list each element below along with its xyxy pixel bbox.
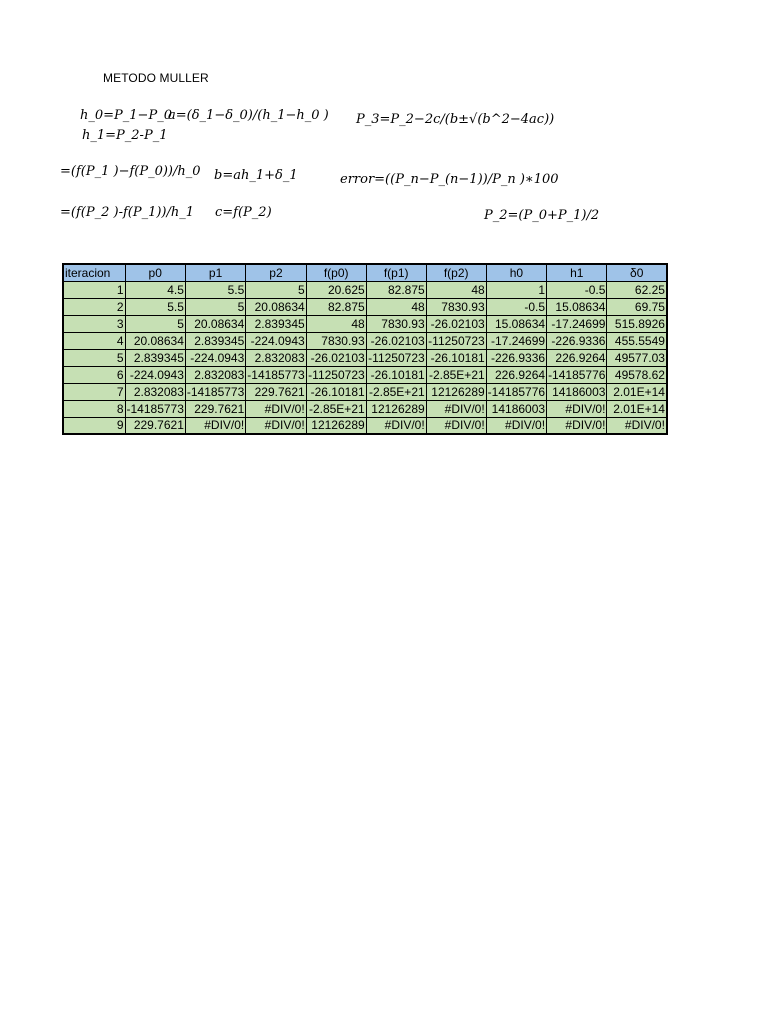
cell-fp2: 7830.93 (426, 298, 486, 315)
cell-h0: -17.24699 (486, 332, 546, 349)
cell-p1: 2.832083 (185, 366, 245, 383)
formula-h1: h_1=P_2-P_1 (82, 128, 168, 143)
cell-p2: 2.839345 (246, 315, 306, 332)
cell-fp2: #DIV/0! (426, 417, 486, 434)
cell-h0: -0.5 (486, 298, 546, 315)
cell-delta0: 49577.03 (607, 349, 667, 366)
cell-delta0: #DIV/0! (607, 417, 667, 434)
formula-delta0: =(f(P_1 )−f(P_0))/h_0 (60, 164, 201, 179)
cell-h1: -226.9336 (547, 332, 607, 349)
cell-p0: 20.08634 (125, 332, 185, 349)
formula-delta1: =(f(P_2 )-f(P_1))/h_1 (60, 205, 195, 220)
cell-fp0: 12126289 (306, 417, 366, 434)
table-row (63, 417, 667, 434)
cell-iteracion: 4 (63, 332, 125, 349)
cell-h1: -14185776 (548, 367, 606, 382)
cell-fp0: -2.85E+21 (306, 400, 366, 417)
cell-iteracion: 5 (63, 349, 125, 366)
cell-p1: 5 (185, 298, 245, 315)
cell-p0: 2.839345 (125, 349, 185, 366)
cell-delta0: 2.01E+14 (607, 383, 667, 400)
cell-fp2: 12126289 (426, 383, 486, 400)
cell-fp1: -11250723 (368, 350, 425, 365)
cell-h1: 15.08634 (547, 298, 607, 315)
cell-p1: 5.5 (185, 281, 245, 298)
table-row (63, 400, 667, 417)
cell-fp0: 7830.93 (306, 332, 366, 349)
cell-iteracion: 7 (63, 383, 125, 400)
cell-p2: 229.7621 (246, 383, 306, 400)
cell-fp0: 48 (306, 315, 366, 332)
cell-iteracion: 9 (63, 417, 125, 434)
cell-h1: #DIV/0! (547, 400, 607, 417)
formula-a: a=(δ_1−δ_0)/(h_1−h_0 ) (168, 108, 329, 123)
table-header-row (63, 264, 667, 281)
cell-h1: 226.9264 (547, 349, 607, 366)
cell-iteracion: 2 (63, 298, 125, 315)
cell-delta0: 515.8926 (607, 315, 667, 332)
cell-iteracion: 3 (63, 315, 125, 332)
formula-c: c=f(P_2) (215, 205, 272, 220)
cell-fp0: -11250723 (308, 367, 365, 382)
cell-fp2: -11250723 (428, 333, 485, 348)
cell-p2: 2.832083 (246, 349, 306, 366)
cell-fp1: -26.02103 (366, 332, 426, 349)
header-fp2: f(p2) (426, 264, 486, 281)
header-p2: p2 (246, 264, 306, 281)
cell-p2: 5 (246, 281, 306, 298)
cell-fp2: 48 (426, 281, 486, 298)
formula-p2: P_2=(P_0+P_1)/2 (484, 208, 600, 223)
cell-fp2: -2.85E+21 (426, 366, 486, 383)
formula-h0: h_0=P_1−P_0 (80, 108, 172, 123)
cell-fp0: 20.625 (306, 281, 366, 298)
formula-b: b=ah_1+δ_1 (214, 168, 298, 183)
cell-h0: -226.9336 (486, 349, 546, 366)
cell-fp2: #DIV/0! (426, 400, 486, 417)
cell-p1: -14185773 (186, 384, 245, 399)
table-row (63, 281, 667, 298)
cell-fp1: #DIV/0! (366, 417, 426, 434)
header-p1: p1 (185, 264, 245, 281)
cell-p2: #DIV/0! (246, 400, 306, 417)
cell-p0: -14185773 (126, 401, 184, 416)
cell-p2: -224.0943 (246, 332, 306, 349)
cell-fp0: -26.10181 (306, 383, 366, 400)
cell-h0: #DIV/0! (486, 417, 546, 434)
header-fp1: f(p1) (366, 264, 426, 281)
page-title: METODO MULLER (103, 71, 209, 85)
cell-delta0: 62.25 (607, 281, 667, 298)
header-iteracion: iteracion (63, 264, 125, 281)
cell-p2: -14185773 (247, 367, 305, 382)
cell-p1: 20.08634 (185, 315, 245, 332)
table-row (63, 383, 667, 400)
cell-delta0: 455.5549 (607, 332, 667, 349)
cell-h0: 14186003 (486, 400, 546, 417)
cell-fp0: 82.875 (306, 298, 366, 315)
cell-fp1: 7830.93 (366, 315, 426, 332)
cell-p0: 5.5 (125, 298, 185, 315)
header-delta0: δ0 (607, 264, 667, 281)
cell-p1: -224.0943 (185, 349, 245, 366)
table-row (63, 315, 667, 332)
cell-h0: 226.9264 (486, 366, 546, 383)
cell-h0: -14185776 (487, 384, 546, 399)
cell-p2: #DIV/0! (246, 417, 306, 434)
formula-error: error=((P_n−P_(n−1))/P_n )∗100 (340, 172, 559, 187)
header-h0: h0 (486, 264, 546, 281)
cell-fp1: 48 (366, 298, 426, 315)
header-h1: h1 (547, 264, 607, 281)
cell-fp1: -26.10181 (366, 366, 426, 383)
cell-p1: 2.839345 (185, 332, 245, 349)
formula-p3: P_3=P_2−2c/(b±√(b^2−4ac)) (356, 112, 555, 127)
cell-delta0: 69.75 (607, 298, 667, 315)
cell-delta0: 49578.62 (607, 366, 667, 383)
cell-p1: 229.7621 (185, 400, 245, 417)
cell-iteracion: 8 (63, 400, 125, 417)
cell-delta0: 2.01E+14 (607, 400, 667, 417)
cell-iteracion: 6 (63, 366, 125, 383)
cell-fp1: 82.875 (366, 281, 426, 298)
cell-h0: 1 (486, 281, 546, 298)
cell-p0: -224.0943 (125, 366, 185, 383)
cell-p0: 2.832083 (125, 383, 185, 400)
iterations-table (62, 263, 668, 435)
table-row (63, 298, 667, 315)
cell-h1: 14186003 (547, 383, 607, 400)
header-fp0: f(p0) (306, 264, 366, 281)
cell-h1: #DIV/0! (547, 417, 607, 434)
cell-fp1: -2.85E+21 (366, 383, 426, 400)
cell-p0: 5 (125, 315, 185, 332)
cell-p2: 20.08634 (246, 298, 306, 315)
cell-h1: -0.5 (547, 281, 607, 298)
cell-fp2: -26.02103 (426, 315, 486, 332)
cell-fp1: 12126289 (366, 400, 426, 417)
table-row (63, 332, 667, 349)
cell-fp0: -26.02103 (306, 349, 366, 366)
cell-h1: -17.24699 (547, 315, 607, 332)
cell-fp2: -26.10181 (426, 349, 486, 366)
header-p0: p0 (125, 264, 185, 281)
table-row (63, 366, 667, 383)
cell-h0: 15.08634 (486, 315, 546, 332)
cell-p0: 229.7621 (125, 417, 185, 434)
cell-p1: #DIV/0! (185, 417, 245, 434)
cell-p0: 4.5 (125, 281, 185, 298)
cell-iteracion: 1 (63, 281, 125, 298)
table-row (63, 349, 667, 366)
